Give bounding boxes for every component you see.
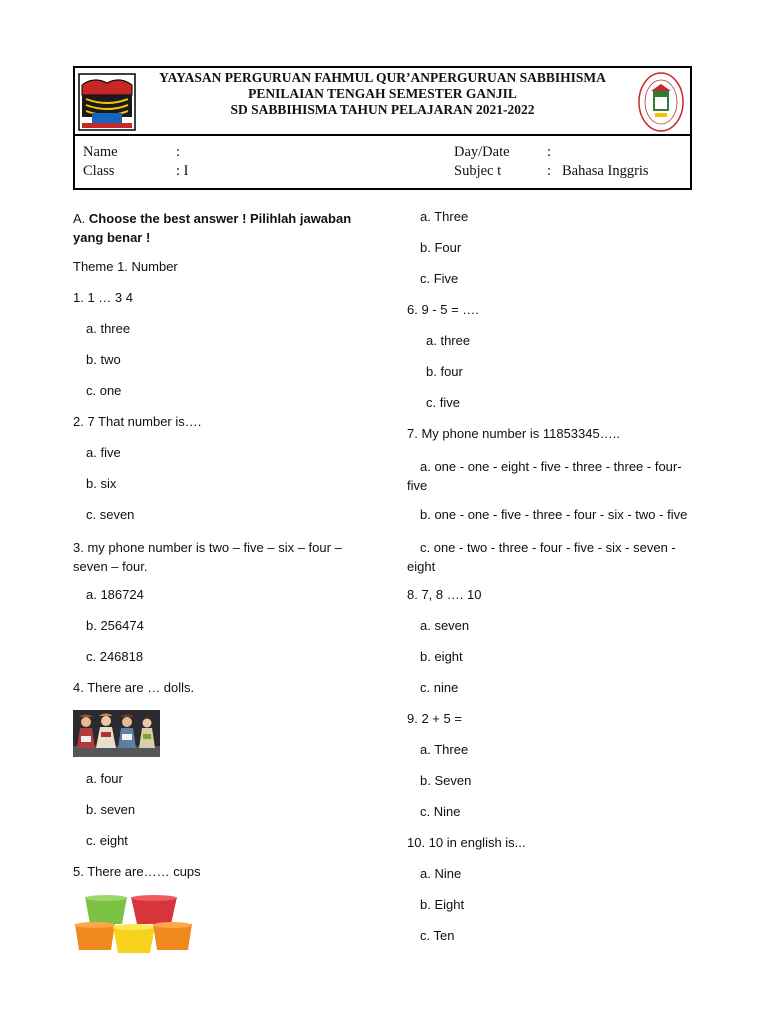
- section-prefix: A.: [73, 211, 86, 226]
- q1-option-a[interactable]: a. three: [86, 321, 131, 336]
- q10-option-a[interactable]: a. Nine: [420, 866, 462, 881]
- q5-option-c[interactable]: c. Five: [420, 271, 459, 286]
- q6-option-c[interactable]: c. five: [426, 395, 460, 410]
- q8-option-a[interactable]: a. seven: [420, 618, 470, 633]
- q7-option-c[interactable]: c. one - two - three - four - five - six - seven - eight: [407, 540, 676, 574]
- q8-option-b[interactable]: b. eight: [420, 649, 463, 664]
- q2-option-c[interactable]: c. seven: [86, 507, 135, 522]
- name-label: Name: [83, 144, 118, 160]
- q2-option-a[interactable]: a. five: [86, 445, 121, 460]
- q10-option-c[interactable]: c. Ten: [420, 928, 455, 943]
- q2-option-b[interactable]: b. six: [86, 476, 117, 491]
- q6-option-a[interactable]: a. three: [426, 333, 471, 348]
- q4-option-c[interactable]: c. eight: [86, 833, 128, 848]
- q8-option-c[interactable]: c. nine: [420, 680, 459, 695]
- question-10: 10. 10 in english is...: [407, 835, 526, 850]
- q9-option-b[interactable]: b. Seven: [420, 773, 472, 788]
- instruction-text: Choose the best answer ! Pilihlah jawaban yang benar !: [73, 211, 352, 245]
- theme-title: Theme 1. Number: [73, 259, 178, 274]
- question-7: 7. My phone number is 11853345…..: [407, 426, 620, 441]
- question-9: 9. 2 + 5 =: [407, 711, 462, 726]
- q1-option-b[interactable]: b. two: [86, 352, 121, 367]
- q4-option-a[interactable]: a. four: [86, 771, 123, 786]
- q3-option-c[interactable]: c. 246818: [86, 649, 144, 664]
- q3-option-a[interactable]: a. 186724: [86, 587, 144, 602]
- question-3: 3. my phone number is two – five – six – four – seven – four.: [73, 540, 342, 574]
- date-label: Day/Date: [454, 144, 510, 160]
- subject-label: Subjec t: [454, 163, 502, 179]
- q1-option-c[interactable]: c. one: [86, 383, 122, 398]
- header-line-exam: PENILAIAN TENGAH SEMESTER GANJIL: [248, 86, 517, 101]
- question-2: 2. 7 That number is….: [73, 414, 202, 429]
- q3-option-b[interactable]: b. 256474: [86, 618, 144, 633]
- q9-option-c[interactable]: c. Nine: [420, 804, 461, 819]
- right-column: [407, 0, 707, 1024]
- subject-value: Bahasa Inggris: [562, 163, 649, 179]
- section-instruction: [73, 209, 363, 247]
- q5-option-b[interactable]: b. Four: [420, 240, 462, 255]
- q4-option-b[interactable]: b. seven: [86, 802, 136, 817]
- q6-option-b[interactable]: b. four: [426, 364, 463, 379]
- dolls-image: [73, 710, 160, 757]
- header-line-school: SD SABBIHISMA TAHUN PELAJARAN 2021-2022: [230, 102, 535, 117]
- q7-option-a[interactable]: a. one - one - eight - five - three - three - four- five: [407, 459, 682, 493]
- q5-option-a[interactable]: a. Three: [420, 209, 469, 224]
- q7-option-b[interactable]: b. one - one - five - three - four - six - two - five: [420, 507, 688, 522]
- q9-option-a[interactable]: a. Three: [420, 742, 469, 757]
- left-column: [73, 0, 373, 1024]
- q10-option-b[interactable]: b. Eight: [420, 897, 465, 912]
- date-separator: :: [547, 144, 552, 160]
- header-line-foundation: YAYASAN PERGURUAN FAHMUL QUR’ANPERGURUAN SABBIHISMA: [159, 70, 606, 85]
- question-8: 8. 7, 8 …. 10: [407, 587, 482, 602]
- question-5: 5. There are…… cups: [73, 864, 201, 879]
- question-6: 6. 9 - 5 = ….: [407, 302, 479, 317]
- question-1: 1. 1 … 3 4: [73, 290, 133, 305]
- cups-image: [73, 894, 194, 954]
- question-4: 4. There are … dolls.: [73, 680, 195, 695]
- class-label: Class: [83, 163, 115, 179]
- class-value: : I: [176, 163, 189, 179]
- subject-separator: :: [547, 163, 552, 179]
- name-separator: :: [176, 144, 181, 160]
